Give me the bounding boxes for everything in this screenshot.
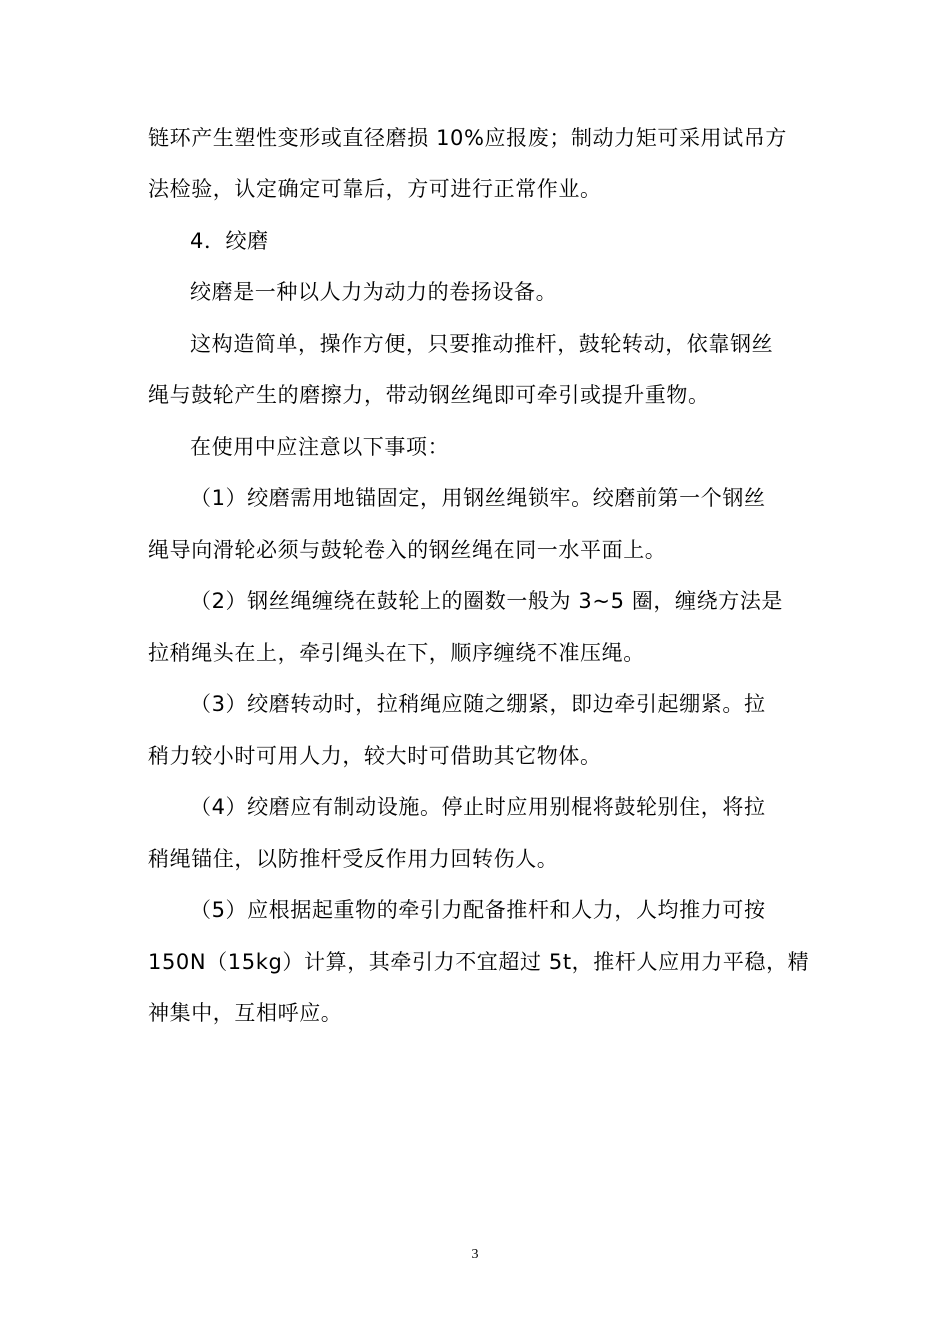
list-item-line: 稍力较小时可用人力，较大时可借助其它物体。: [148, 744, 602, 768]
paragraph-line: 在使用中应注意以下事项：: [190, 435, 450, 459]
paragraph-line: 绳与鼓轮产生的磨擦力，带动钢丝绳即可牵引或提升重物。: [148, 383, 710, 407]
list-item-line: （3）绞磨转动时，拉稍绳应随之绷紧，即边牵引起绷紧。拉: [190, 692, 766, 716]
paragraph-line: 这构造简单，操作方便，只要推动推杆，鼓轮转动，依靠钢丝: [190, 332, 774, 356]
paragraph-line: 法检验，认定确定可靠后，方可进行正常作业。: [148, 177, 602, 201]
list-item-line: （2）钢丝绳缠绕在鼓轮上的圈数一般为 3~5 圈，缠绕方法是: [190, 589, 784, 613]
paragraph-line: 链环产生塑性变形或直径磨损 10%应报废；制动力矩可采用试吊方: [148, 126, 787, 150]
list-item-line: 拉稍绳头在上，牵引绳头在下，顺序缠绕不准压绳。: [148, 641, 645, 665]
list-item-line: 绳导向滑轮必须与鼓轮卷入的钢丝绳在同一水平面上。: [148, 538, 667, 562]
page-number: 3: [471, 1247, 479, 1262]
list-item-line: （4）绞磨应有制动设施。停止时应用别棍将鼓轮别住，将拉: [190, 795, 766, 819]
paragraph-line: 绞磨是一种以人力为动力的卷扬设备。: [190, 280, 558, 304]
list-item-line: 神集中，互相呼应。: [148, 1001, 343, 1025]
list-item-line: （5）应根据起重物的牵引力配备推杆和人力，人均推力可按: [190, 898, 766, 922]
list-item-line: （1）绞磨需用地锚固定，用钢丝绳锁牢。绞磨前第一个钢丝: [190, 486, 766, 510]
list-item-line: 150N（15kg）计算，其牵引力不宜超过 5t，推杆人应用力平稳，精: [148, 950, 810, 974]
list-item-line: 稍绳锚住，以防推杆受反作用力回转伤人。: [148, 847, 559, 871]
section-heading: 4．绞磨: [190, 229, 269, 253]
